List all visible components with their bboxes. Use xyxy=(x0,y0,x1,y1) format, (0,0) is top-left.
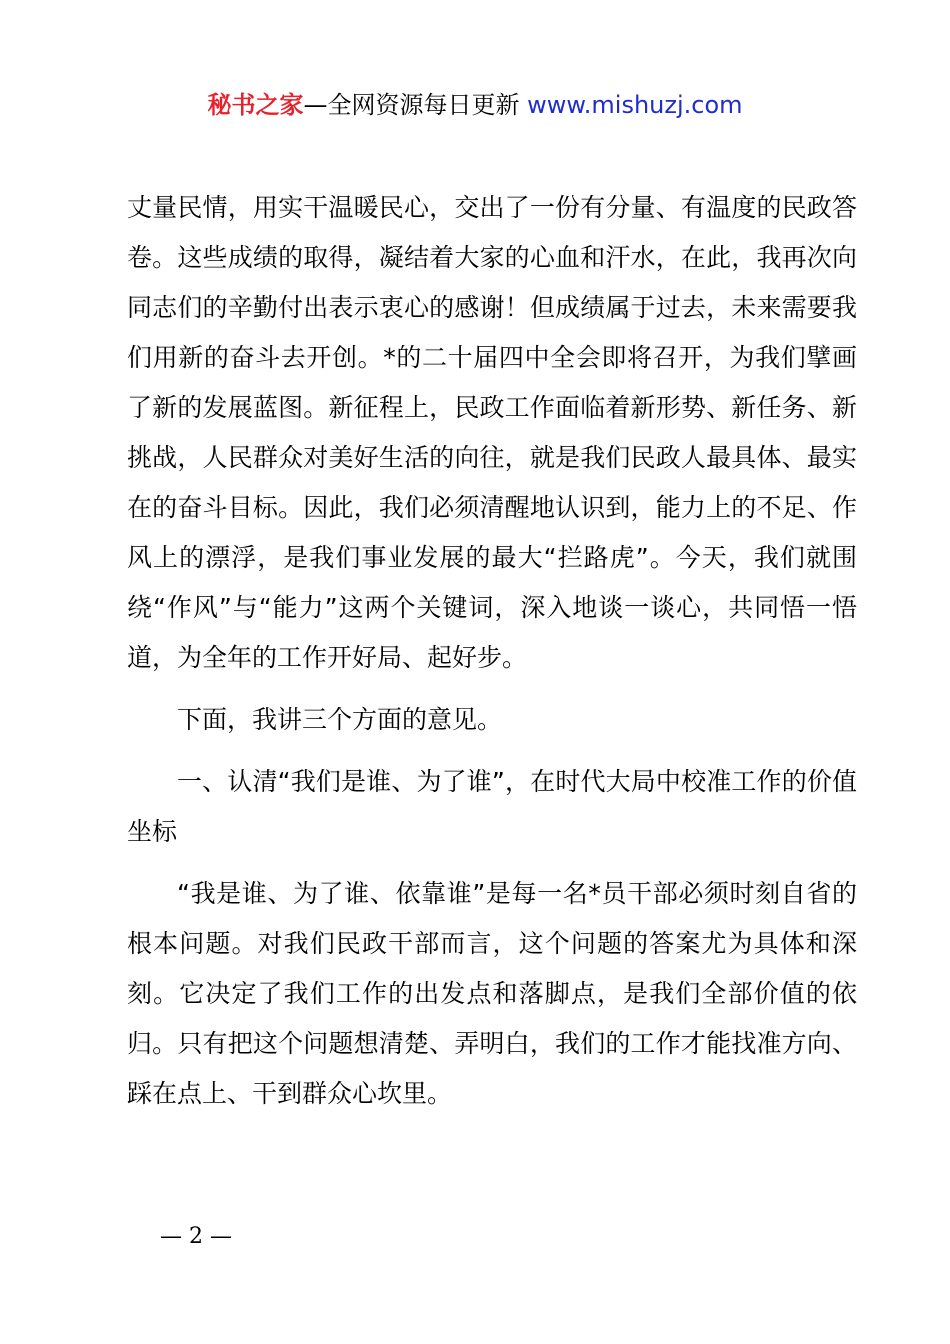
document-header xyxy=(0,88,950,122)
header-tagline: —全网资源每日更新 xyxy=(303,91,520,119)
document-body xyxy=(127,183,857,1119)
header-brand: 秘书之家 xyxy=(207,91,304,119)
paragraph-intro: 下面，我讲三个方面的意见。 xyxy=(177,705,503,734)
paragraph-body: “我是谁、为了谁、依靠谁”是每一名*员干部必须时刻自省的根本问题。对我们民政干部而言，这个问题的答案尤为具体和深刻。它决定了我们工作的出发点和落脚点，是我们全部价值的依归。只有把这个问题想清楚、弄明白，我们的工作才能找准方向、踩在点上、干到群众心坎里。 xyxy=(127,879,857,1108)
paragraph-continuation: 丈量民情，用实干温暖民心，交出了一份有分量、有温度的民政答卷。这些成绩的取得，凝结着大家的心血和汗水，在此，我再次向同志们的辛勤付出表示衷心的感谢！但成绩属于过去，未来需要我们用新的奋斗去开创。*的二十届四中全会即将召开，为我们擘画了新的发展蓝图。新征程上，民政工作面临着新形势、新任务、新挑战，人民群众对美好生活的向往，就是我们民政人最具体、最实在的奋斗目标。因此，我们必须清醒地认识到，能力上的不足、作风上的漂浮，是我们事业发展的最大“拦路虎”。今天，我们就围绕“作风”与“能力”这两个关键词，深入地谈一谈心，共同悟一悟道，为全年的工作开好局、起好步。 xyxy=(127,193,857,672)
header-url: www.mishuzj.com xyxy=(527,91,743,119)
section-heading: 一、认清“我们是谁、为了谁”，在时代大局中校准工作的价值坐标 xyxy=(127,767,857,846)
page-number: — 2 — xyxy=(160,1224,232,1249)
